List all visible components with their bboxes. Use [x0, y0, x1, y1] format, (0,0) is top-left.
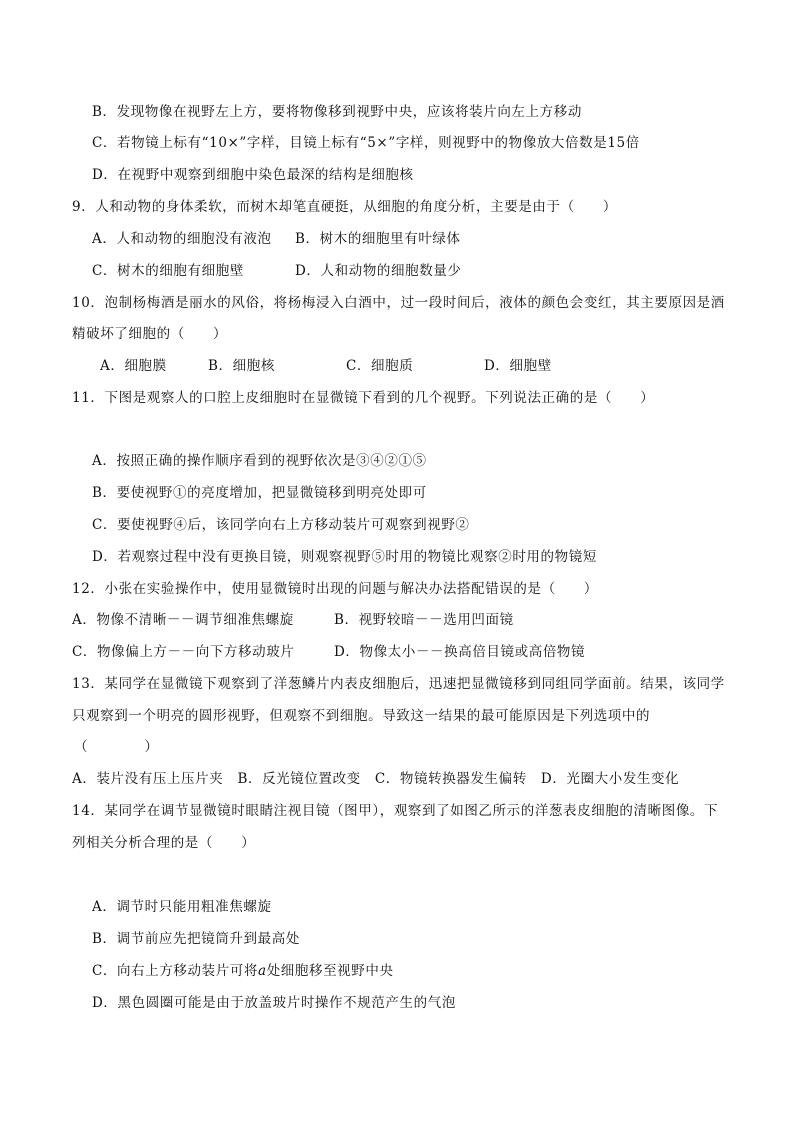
q11-stem: 11．下图是观察人的口腔上皮细胞时在显微镜下看到的几个视野。下列说法正确的是（ ）: [72, 390, 655, 406]
q12-option-b: B．视野较暗－－选用凹面镜: [334, 612, 514, 628]
q9-stem: 9．人和动物的身体柔软，而树木却笔直硬挺，从细胞的角度分析，主要是由于（ ）: [72, 199, 617, 215]
q14-option-d: D．黑色圆圈可能是由于放盖玻片时操作不规范产生的气泡: [92, 995, 456, 1011]
q8-option-d: D．在视野中观察到细胞中染色最深的结构是细胞核: [92, 167, 414, 183]
q10-option-d: D．细胞壁: [484, 358, 552, 374]
q9-option-c: C．树木的细胞有细胞壁: [92, 263, 244, 279]
q14-option-a: A．调节时只能用粗准焦螺旋: [92, 899, 272, 915]
q14-stem-line1: 14．某同学在调节显微镜时眼睛注视目镜（图甲），观察到了如图乙所示的洋葱表皮细胞的清晰图像。下: [72, 803, 719, 819]
q13-options: A．装片没有压上压片夹 B．反光镜位置改变 C．物镜转换器发生偏转 D．光圈大小发生变化: [72, 771, 680, 787]
q12-stem: 12．小张在实验操作中，使用显微镜时出现的问题与解决办法搭配错误的是（ ）: [72, 581, 598, 597]
q12-option-d: D．物像太小－－换高倍目镜或高倍物镜: [334, 644, 586, 660]
q9-option-a: A．人和动物的细胞没有液泡: [92, 231, 272, 247]
q8-option-c: C．若物镜上标有“10×”字样，目镜上标有“5×”字样，则视野中的物像放大倍数是15倍: [92, 135, 640, 151]
q14-option-b: B．调节前应先把镜筒升到最高处: [92, 931, 300, 947]
q14-option-c-post: 处细胞移至视野中央: [266, 963, 394, 979]
q11-option-c: C．要使视野④后，该同学向右上方移动装片可观察到视野②: [92, 517, 470, 533]
q14-option-c-var: a: [258, 963, 267, 979]
q11-option-a: A．按照正确的操作顺序看到的视野依次是③④②①⑤: [92, 453, 427, 469]
q14-stem-line2: 列相关分析合理的是（ ）: [72, 835, 256, 851]
q13-stem-line1: 13．某同学在显微镜下观察到了洋葱鳞片内表皮细胞后，迅速把显微镜移到同组同学面前。结果，该同学: [72, 676, 725, 692]
q11-option-d: D．若观察过程中没有更换目镜，则观察视野⑤时用的物镜比观察②时用的物镜短: [92, 549, 597, 565]
q12-option-a: A．物像不清晰－－调节细准焦螺旋: [72, 612, 294, 628]
q9-option-d: D．人和动物的细胞数量少: [295, 263, 462, 279]
q10-option-b: B．细胞核: [208, 358, 275, 374]
q13-stem-line2: 只观察到一个明亮的圆形视野，但观察不到细胞。导致这一结果的最可能原因是下列选项中的: [72, 708, 651, 724]
q10-option-a: A．细胞膜: [100, 358, 167, 374]
q10-option-c: C．细胞质: [346, 358, 414, 374]
q14-option-c-pre: C．向右上方移动装片可将: [92, 963, 259, 979]
q11-option-b: B．要使视野①的亮度增加，把显微镜移到明亮处即可: [92, 485, 427, 501]
q12-option-c: C．物像偏上方－－向下方移动玻片: [72, 644, 295, 660]
q14-option-c: [92, 962, 394, 980]
q10-stem-line1: 10．泡制杨梅酒是丽水的风俗，将杨梅浸入白酒中，过一段时间后，液体的颜色会变红，其主要原因是酒: [72, 295, 725, 311]
q8-option-b: B．发现物像在视野左上方，要将物像移到视野中央，应该将装片向左上方移动: [92, 104, 582, 120]
q10-stem-line2: 精破坏了细胞的（ ）: [72, 326, 228, 342]
q9-option-b: B．树木的细胞里有叶绿体: [295, 231, 461, 247]
q13-stem-line3: （ ）: [74, 739, 159, 755]
